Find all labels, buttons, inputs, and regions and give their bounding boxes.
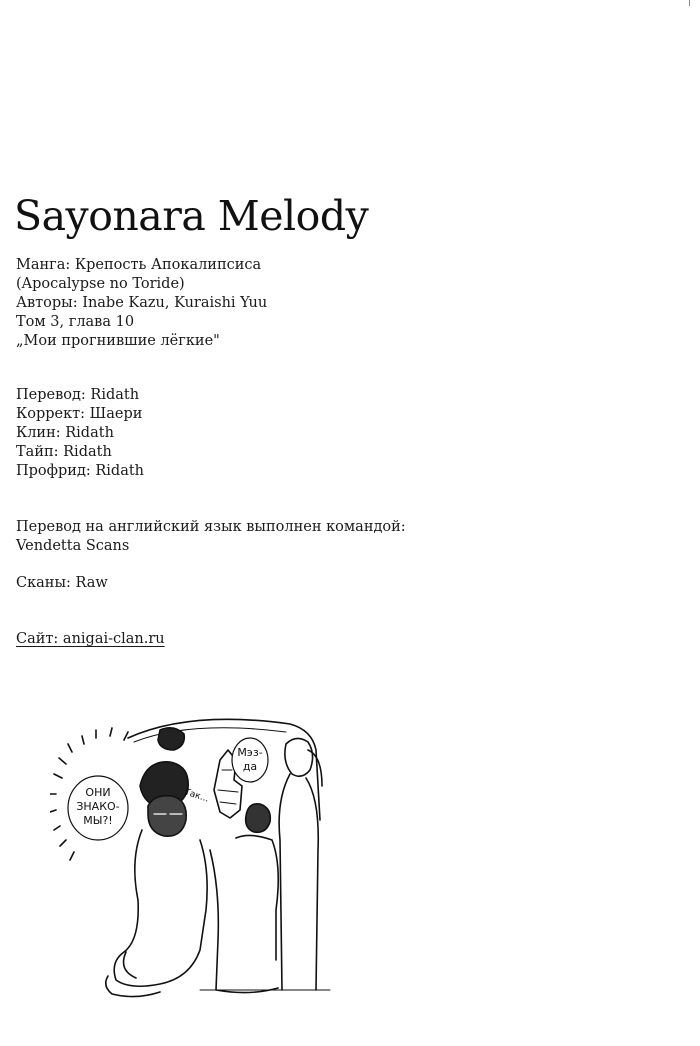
site-link[interactable]: Сайт: anigai-clan.ru [16, 631, 165, 647]
authors: Авторы: Inabe Kazu, Kuraishi Yuu [16, 295, 268, 311]
english-credit [16, 518, 406, 556]
volume-chapter: Том 3, глава 10 [16, 314, 135, 330]
raws-label: Сканы: Raw [16, 575, 108, 591]
bubble-left-line2: ЗНАКО- [76, 800, 120, 813]
bubble-right-line2: да [242, 760, 258, 773]
site-credit [16, 630, 165, 649]
bubble-left-line1: ОНИ [85, 786, 111, 799]
corner-mark [689, 0, 690, 6]
small-text: Так... [183, 787, 210, 805]
chapter-title: „Мои прогнившие лёгкие" [16, 333, 220, 349]
bubble-left-line3: МЫ?! [83, 814, 113, 827]
english-credit-label: Перевод на английский язык выполнен командой: [16, 519, 406, 535]
page-title: Sayonara Melody [14, 192, 369, 240]
manga-name: Манга: Крепость Апокалипсиса [16, 257, 262, 273]
credit-qc: Профрид: Ridath [16, 463, 145, 479]
credit-proofreading: Коррект: Шаери [16, 406, 143, 422]
credit-typesetting: Тайп: Ridath [16, 444, 112, 460]
original-title: (Apocalypse no Toride) [16, 276, 185, 292]
manga-info [16, 256, 267, 351]
manga-illustration [50, 690, 350, 1020]
english-credit-team: Vendetta Scans [16, 538, 130, 554]
raws-credit [16, 574, 108, 593]
team-credits [16, 386, 144, 481]
credit-cleaning: Клин: Ridath [16, 425, 114, 441]
credit-translation: Перевод: Ridath [16, 387, 140, 403]
bubble-right-line1: Мэз- [237, 746, 263, 759]
